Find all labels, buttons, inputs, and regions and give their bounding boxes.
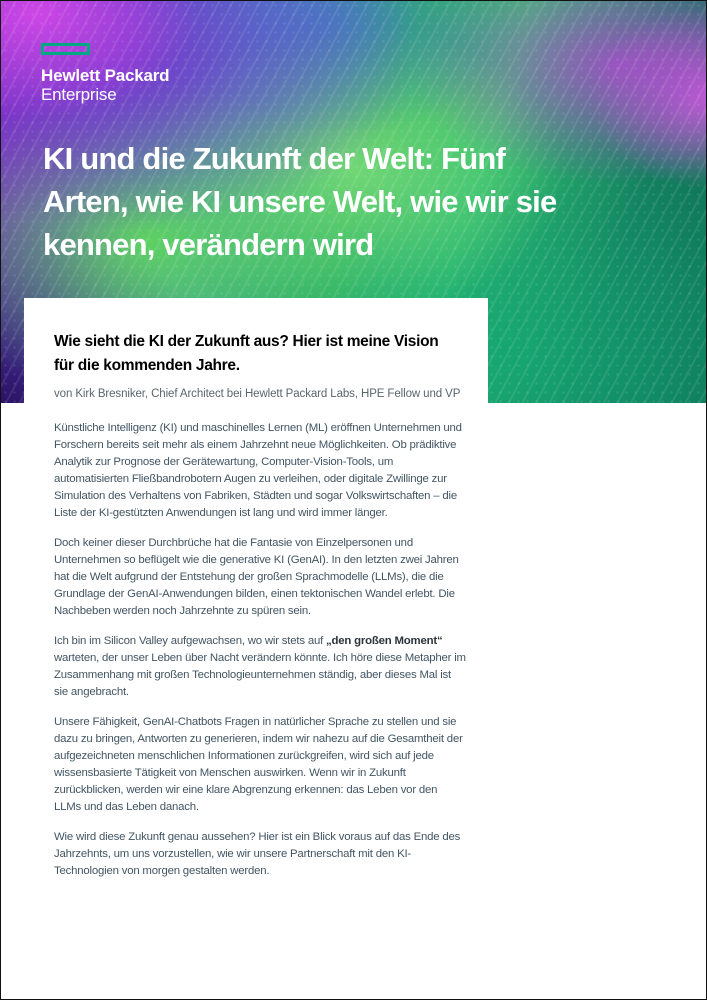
hpe-logo-rectangle-icon: [41, 43, 90, 55]
page-title-line-2: Arten, wie KI unsere Welt, wie wir sie: [43, 184, 557, 219]
article-heading-line-1: Wie sieht die KI der Zukunft aus? Hier ist meine Vision: [54, 333, 439, 350]
paragraph-5: Wie wird diese Zukunft genau aussehen? Hier ist ein Blick voraus auf das Ende des Jahrzehnts, um uns vorzustellen, wie wir unsere Partnerschaft mit den KI-Technologien von morgen gestalten werden.: [54, 831, 461, 877]
hpe-logo: [41, 43, 169, 103]
bold-phrase: „den großen Moment“: [326, 635, 443, 647]
paragraph-3-post: warteten, der unser Leben über Nacht verändern könnte. Ich höre diese Metapher im Zusammenhang mit großen Technologieunternehmen ständig, aber dieses Mal ist sie angebracht.: [54, 652, 466, 698]
article-heading: [54, 330, 466, 378]
paragraph-1: Künstliche Intelligenz (KI) und maschinelles Lernen (ML) eröffnen Unternehmen und Forschern bereits seit mehr als einem Jahrzehnt neue Möglichkeiten. Ob prädiktive Analytik zur Prognose der Gerätewartung, Computer-Vision-Tools, um automatisierten Fließbandrobotern Augen zu verleihen, oder digitale Zwillinge zur Simulation des Verhaltens von Fabriken, Städten und sogar Volkswirtschaften – die Liste der KI-gestützten Anwendungen ist lang und wird immer länger.: [54, 422, 462, 519]
paragraph-3-pre: Ich bin im Silicon Valley aufgewachsen, wo wir stets auf: [54, 635, 327, 647]
page-title-line-1: KI und die Zukunft der Welt: Fünf: [43, 141, 506, 176]
page-title-line-3: kennen, verändern wird: [43, 227, 374, 262]
paragraph-4: Unsere Fähigkeit, GenAI-Chatbots Fragen in natürlicher Sprache zu stellen und sie dazu zu bringen, Antworten zu generieren, indem wir nahezu auf die Gesamtheit der aufgezeichneten menschlichen Informationen zurückgreifen, wird sich auf jede wissensbasierte Tätigkeit von Menschen auswirken. Wenn wir in Zukunft zurückblicken, werden wir eine klare Abgrenzung erkennen: das Leben vor den LLMs und das Leben danach.: [54, 716, 463, 813]
paragraph-3: [54, 633, 466, 701]
article-body: [54, 420, 466, 880]
logo-wordmark-line2: Enterprise: [41, 85, 117, 104]
logo-wordmark-line1: Hewlett Packard: [41, 66, 170, 85]
page-title: [43, 137, 556, 266]
content-card: [24, 298, 488, 910]
article-byline: von Kirk Bresniker, Chief Architect bei Hewlett Packard Labs, HPE Fellow und VP: [54, 388, 461, 400]
paragraph-2: Doch keiner dieser Durchbrüche hat die Fantasie von Einzelpersonen und Unternehmen so beflügelt wie die generative KI (GenAI). In den letzten zwei Jahren hat die Welt aufgrund der Entstehung der großen Sprachmodelle (LLMs), die die Grundlage der GenAI-Anwendungen bilden, einen tektonischen Wandel erlebt. Die Nachbeben werden noch Jahrzehnte zu spüren sein.: [54, 537, 459, 617]
article-heading-line-2: für die kommenden Jahre.: [54, 357, 240, 374]
